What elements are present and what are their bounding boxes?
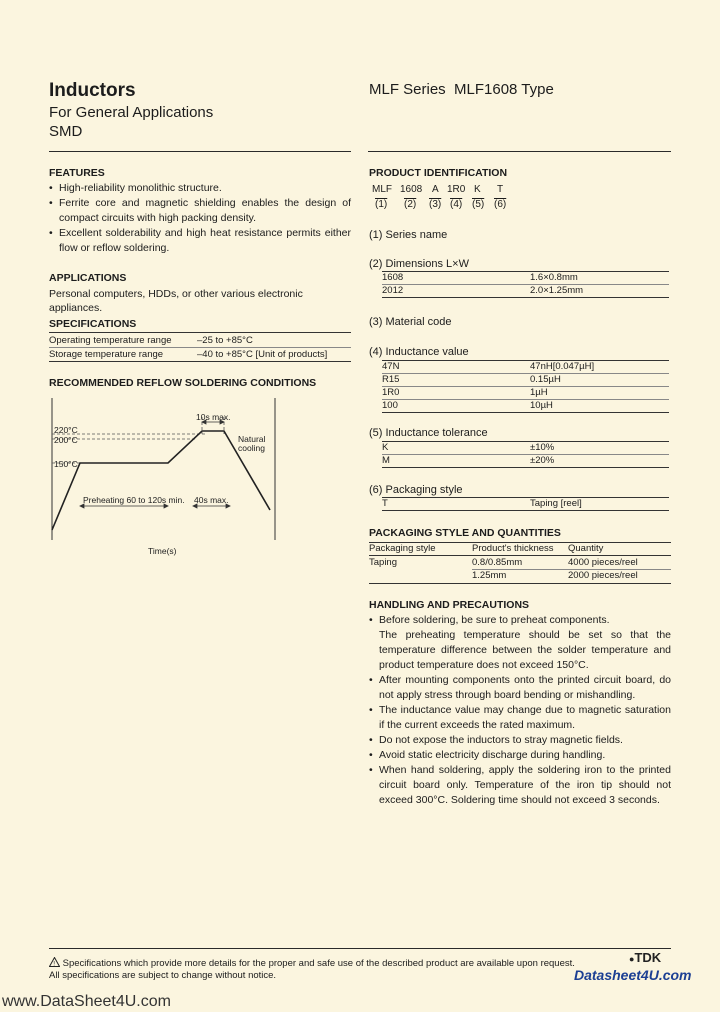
code-tolerance: K [474,184,481,195]
num-6: (6) [494,199,507,210]
label-10s: 10s max. [196,412,231,422]
ind-code: 100 [382,400,398,411]
label-natural: Natural [238,434,266,444]
num-2: (2) [404,199,417,210]
pq-rule-bottom [369,583,671,584]
footer-rule [49,948,671,949]
tdk-logo-text: TDK [634,950,662,965]
packaging-heading: (6) Packaging style [369,484,463,496]
table-row [382,442,669,454]
pq-style: Taping [369,557,397,568]
list-item: • When hand soldering, apply the soldering iron to the printed circuit board only. Temperature of the iron tip should not exceed 300°C. Soldering time should not exceed 3 seconds. [369,763,671,808]
pkg-code: T [382,498,388,509]
material-heading: (3) Material code [369,316,452,328]
reflow-heading: RECOMMENDED REFLOW SOLDERING CONDITIONS [49,377,317,389]
page-subtitle-smd: SMD [49,123,83,140]
page-title: Inductors [49,80,136,101]
spec-rule-bottom [49,361,351,362]
ind-code: R15 [382,374,400,385]
dim-code: 1608 [382,272,404,283]
label-40s: 40s max. [194,495,229,505]
code-inductance: 1R0 [447,184,466,195]
specifications-heading: SPECIFICATIONS [49,318,137,330]
list-item: • Ferrite core and magnetic shielding enables the design of compact circuits with high packing density. [49,196,351,226]
preheat-note: The preheating temperature should be set so that the temperature difference between the solder temperature and product temperature does not exceed 150°C. [379,629,671,671]
product-num-row [372,198,512,211]
tol-code: K [382,442,389,453]
spec-rule-top [49,332,351,333]
list-item: • Excellent solderability and high heat resistance permits either flow or reflow soldering. [49,226,351,256]
page-subtitle: For General Applications [49,104,214,121]
dim-rule-bottom [382,297,669,298]
pq-qty: 4000 pieces/reel [568,557,638,568]
table-row [49,335,351,347]
spec-label: Operating temperature range [49,335,172,346]
num-5: (5) [472,199,485,210]
pq-thickness: 1.25mm [472,570,507,581]
dim-value: 2.0×1.25mm [530,285,584,296]
reflow-profile-chart [40,390,290,560]
list-item: • Avoid static electricity discharge during handling. [369,748,671,763]
ind-value: 0.15µH [530,374,561,385]
handling-heading: HANDLING AND PRECAUTIONS [369,599,530,611]
tol-value: ±10% [530,442,555,453]
packaging-qty-heading: PACKAGING STYLE AND QUANTITIES [369,527,561,539]
label-cooling: cooling [238,443,265,453]
header-rule-right [368,151,671,152]
spec-value: –25 to +85°C [197,335,253,346]
features-heading: FEATURES [49,167,105,179]
footer-warning [49,957,575,970]
ind-value: 1µH [530,387,548,398]
label-220: 220°C [54,425,78,435]
applications-text: Personal computers, HDDs, or other various electronic appliances. [49,288,303,314]
column-header: Product's thickness [472,543,554,554]
ind-value: 47nH[0.047µH] [530,361,595,372]
ind-rule-bottom [382,412,669,413]
table-row [382,361,669,373]
ind-value: 10µH [530,400,553,411]
table-row [382,498,669,510]
table-row [369,570,671,582]
applications-heading: APPLICATIONS [49,272,127,284]
label-preheat: Preheating 60 to 120s min. [83,495,185,505]
table-row [382,374,669,386]
label-150: 150°C [54,459,78,469]
spec-label: Storage temperature range [49,349,164,360]
product-id-heading: PRODUCT IDENTIFICATION [369,167,508,179]
handling-list [369,613,671,808]
tol-value: ±20% [530,455,555,466]
watermark-url[interactable]: www.DataSheet4U.com [2,993,171,1010]
dim-value: 1.6×0.8mm [530,272,578,283]
table-header [369,543,671,555]
list-item: • After mounting components onto the printed circuit board, do not apply stress through board bending or mishandling. [369,673,671,703]
pq-thickness: 0.8/0.85mm [472,557,523,568]
table-row [49,349,351,361]
list-item: • The inductance value may change due to magnetic saturation if the current exceeds the rated maximum. [369,703,671,733]
tol-rule-bottom [382,467,669,468]
code-dimension: 1608 [400,184,423,195]
table-row [382,387,669,399]
num-1: (1) [375,199,388,210]
table-row [369,557,671,569]
footer-warning-text: Specifications which provide more details for the proper and safe use of the described product are available upon request. [62,958,575,969]
x-axis-label: Time(s) [148,546,177,556]
table-row [382,455,669,467]
reflow-guides [52,417,224,463]
table-row [382,285,669,297]
num-4: (4) [450,199,463,210]
ind-code: 47N [382,361,400,372]
column-header: Quantity [568,543,604,554]
label-200: 200°C [54,435,78,445]
code-packaging: T [497,184,504,195]
list-item: • High-reliability monolithic structure. [49,181,351,196]
series-title: MLF Series MLF1608 Type [369,81,554,98]
datasheet4u-logo[interactable]: Datasheet4U.com [574,967,692,983]
dimensions-heading: (2) Dimensions L×W [369,258,469,270]
tdk-logo-mark: ● [629,954,635,964]
product-code-row [372,183,512,196]
column-header: Packaging style [369,543,436,554]
footer-notice: All specifications are subject to change without notice. [49,970,277,981]
reflow-axes [52,398,275,540]
warning-icon [49,957,60,967]
pkg-rule-bottom [382,510,669,511]
code-material: A [432,184,439,195]
svg-text:!: ! [53,960,56,967]
spec-value: –40 to +85°C [Unit of products] [197,349,328,360]
pkg-value: Taping [reel] [530,498,582,509]
dim-code: 2012 [382,285,404,296]
features-list [49,181,351,256]
pq-qty: 2000 pieces/reel [568,570,638,581]
header-rule-left [49,151,351,152]
list-item: • Do not expose the inductors to stray magnetic fields. [369,733,671,748]
num-3: (3) [429,199,442,210]
list-item-text: Before soldering, be sure to preheat components. [379,614,610,626]
pq-rule-header [369,555,671,556]
tolerance-heading: (5) Inductance tolerance [369,427,488,439]
table-row [382,400,669,412]
code-series: MLF [372,184,392,195]
list-item [369,613,671,673]
tol-code: M [382,455,390,466]
inductance-heading: (4) Inductance value [369,346,469,358]
tdk-logo [629,951,661,966]
series-name-heading: (1) Series name [369,229,448,241]
spec-rule-mid [49,347,351,348]
table-row [382,272,669,284]
ind-code: 1R0 [382,387,400,398]
